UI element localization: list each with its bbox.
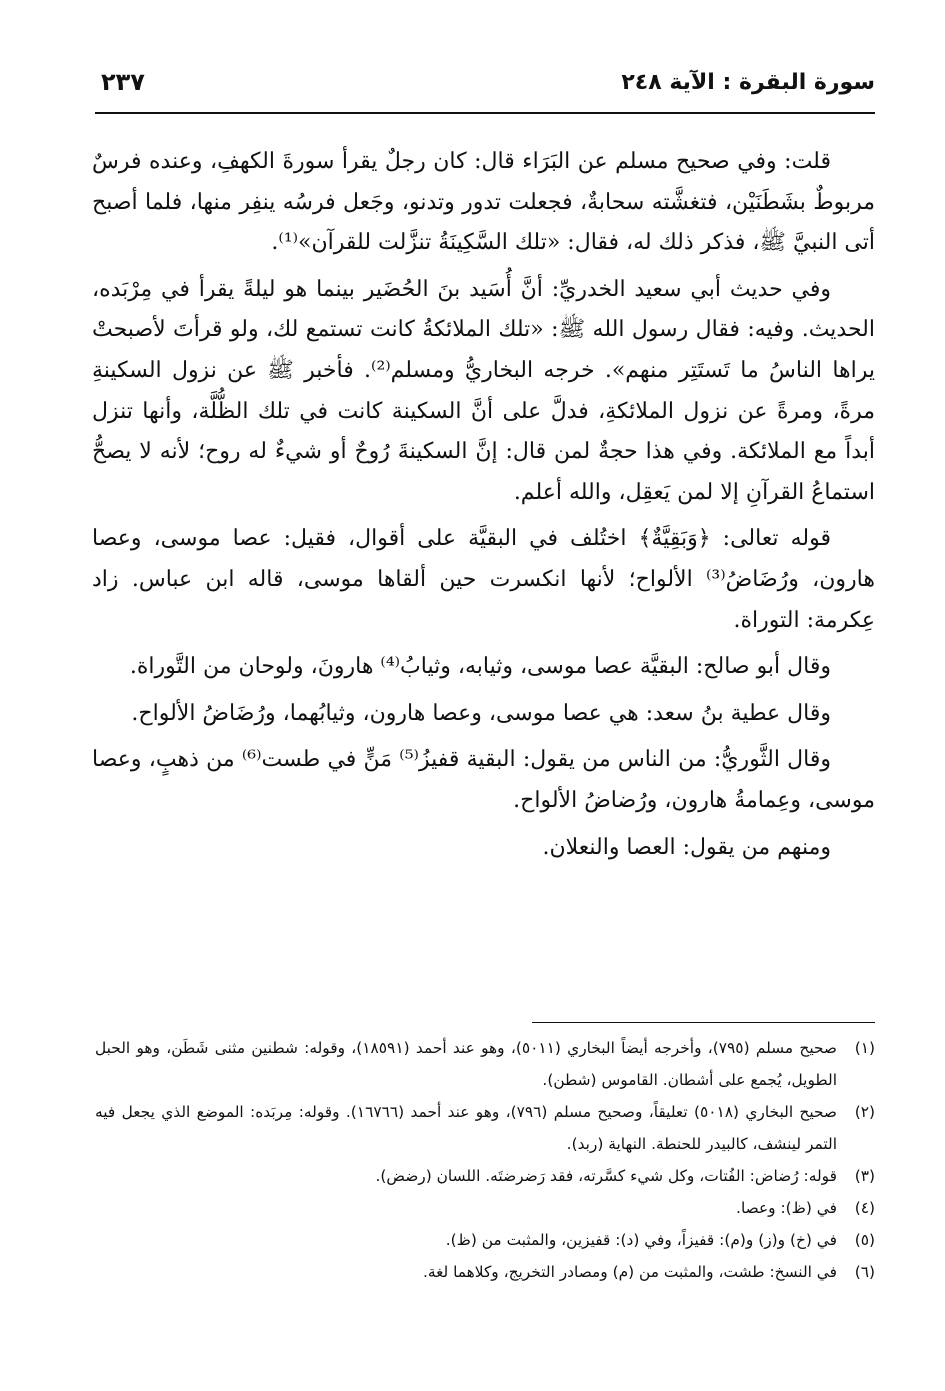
footnote-divider <box>532 1022 875 1023</box>
footnote <box>95 1096 875 1160</box>
footnote-number: (٣) <box>854 1167 875 1185</box>
footnote-number: (٦) <box>854 1263 875 1281</box>
footnote-text: صحيح البخاري (٥٠١٨) تعليقاً، وصحيح مسلم (٧٩٦)، وهو عند أحمد (١٦٧٦٦). وقوله: مِربَده: الموضع الذي يجعل فيه التمر لينشف، كالبيدر للحنطة. النهاية (ربد). <box>95 1103 838 1153</box>
page-header <box>95 62 875 112</box>
footnote-number: (١) <box>854 1039 875 1057</box>
footnote-number: (٥) <box>854 1231 875 1249</box>
footnote-number: (٢) <box>854 1103 875 1121</box>
footnote <box>95 1224 875 1256</box>
footnotes <box>95 1032 875 1288</box>
footnote-number: (٤) <box>854 1199 875 1217</box>
footnote-text: في النسخ: طشت، والمثبت من (م) ومصادر التخريج، وكلاهما لغة. <box>422 1263 837 1281</box>
paragraph: وقال عطية بنُ سعد: هي عصا موسى، وعصا هارون، وثيابُهما، ورُضَاضُ الألواح. <box>131 700 831 726</box>
main-text <box>92 142 875 874</box>
footnote-text: قوله: رُضاض: الفُتات، وكل شيء كسَّرته، فقد رَضرضتَه. اللسان (رضض). <box>375 1167 837 1185</box>
page-number: ٢٣٧ <box>101 68 145 96</box>
paragraph: قوله تعالى: ﴿وَبَقِيَّةٌ﴾ اختُلف في البقيَّة على أقوال، فقيل: عصا موسى، وعصا هارون، ورُضَاضُ⁽³⁾ الألواح؛ لأنها انكسرت حين ألقاها موسى، قاله ابن عباس. زاد عِكرمة: التوراة. <box>92 526 875 633</box>
footnote <box>95 1032 875 1096</box>
footnote <box>95 1256 875 1288</box>
paragraph: قلت: وفي صحيح مسلم عن البَرَاء قال: كان رجلٌ يقرأ سورةَ الكهفِ، وعنده فرسٌ مربوطٌ بشَطَنَيْن، فتغشَّته سحابةٌ، فجعلت تدور وتدنو، وجَعل فرسُه ينفِر منها، فلما أصبح أتى النبيَّ ﷺ، فذكر ذلك له، فقال: «تلك السَّكِينَةُ تنزَّلت للقرآن»⁽¹⁾. <box>92 149 875 256</box>
paragraph: وفي حديث أبي سعيد الخدريِّ: أنَّ أُسَيد بنَ الحُضَير بينما هو ليلةً يقرأ في مِرْبَده، الحديث. وفيه: فقال رسول الله ﷺ: «تلك الملائكةُ كانت تستمع لك، ولو قرأتَ لأصبحتْ يراها الناسُ ما تَستَتِر منهم». خرجه البخاريُّ ومسلم⁽²⁾. فأخبر ﷺ عن نزول السكينةِ مرةً، ومرةً عن نزول الملائكةِ، فدلَّ على أنَّ السكينة كانت في تلك الظُّلَّة، وأنها تنزل أبداً مع الملائكة. وفي هذا حجةٌ لمن قال: إنَّ السكينةَ رُوحٌ أو شيءٌ له روح؛ لأنه لا يصحُّ استماعُ القرآنِ إلا لمن يَعقِل، والله أعلم. <box>92 276 875 505</box>
footnote-text: في (ظ): وعصا. <box>736 1199 837 1217</box>
paragraph: وقال أبو صالح: البقيَّة عصا موسى، وثيابه، وثيابُ⁽⁴⁾ هارونَ، ولوحان من التَّوراة. <box>129 654 831 680</box>
footnote-text: في (خ) و(ز) و(م): قفيزاً، وفي (د): قفيزين، والمثبت من (ظ). <box>445 1231 837 1249</box>
footnote <box>95 1192 875 1224</box>
footnote-text: صحيح مسلم (٧٩٥)، وأخرجه أيضاً البخاري (٥٠١١)، وهو عند أحمد (١٨٥٩١)، وقوله: شطنين مثنى شَطَن، وهو الحبل الطويل، يُجمع على أشطان. القاموس (شطن). <box>95 1039 837 1089</box>
running-title: سورة البقرة : الآية ٢٤٨ <box>621 70 875 95</box>
paragraph: ومنهم من يقول: العصا والنعلان. <box>542 834 831 860</box>
header-rule <box>95 112 875 114</box>
paragraph: وقال الثَّوريُّ: من الناس من يقول: البقية قفيزُ⁽⁵⁾ مَنٍّ في طست⁽⁶⁾ من ذهبٍ، وعصا موسى، وعِمامةُ هارون، ورُضاضُ الألواح. <box>92 747 875 813</box>
footnote <box>95 1160 875 1192</box>
